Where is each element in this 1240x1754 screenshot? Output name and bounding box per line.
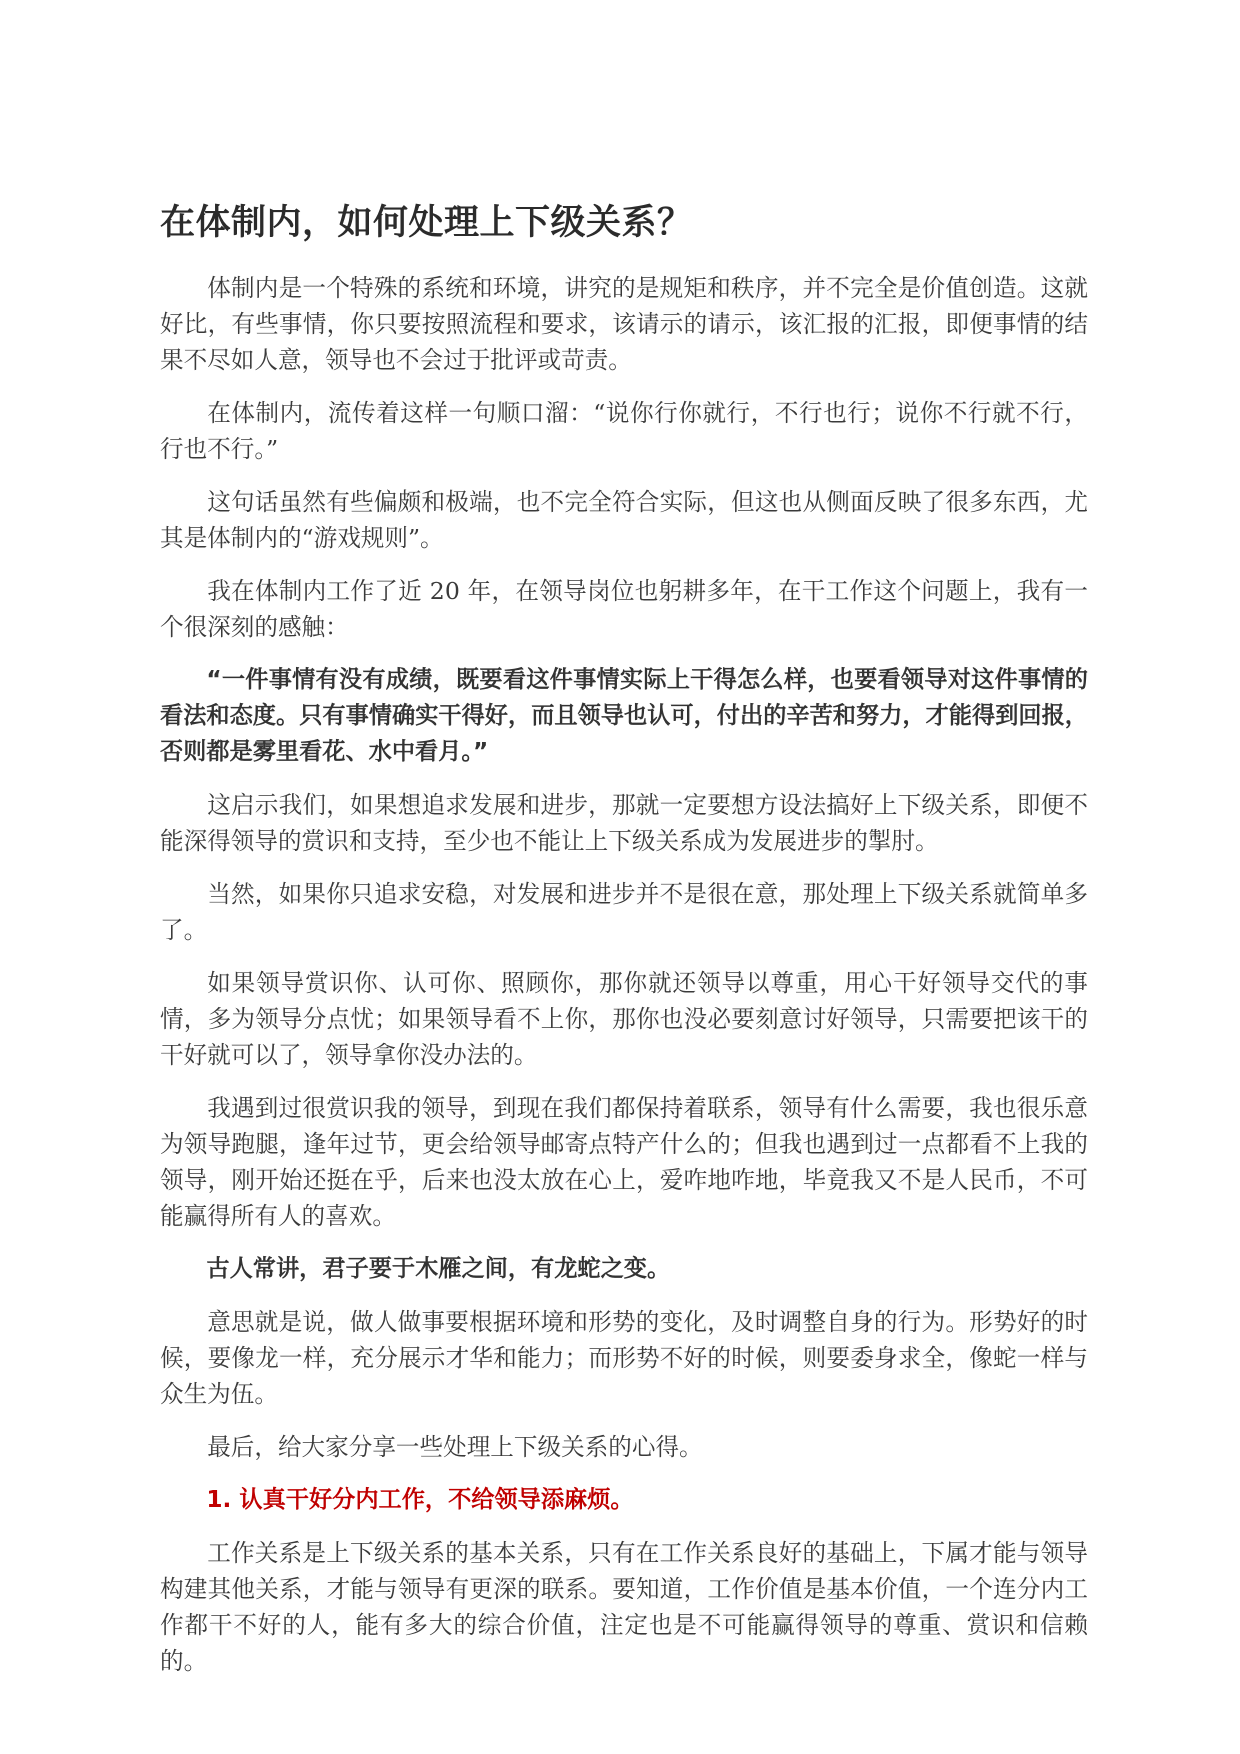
- document-title: 在体制内，如何处理上下级关系？: [160, 203, 693, 243]
- body-paragraph: 当然，如果你只追求安稳，对发展和进步并不是很在意，那处理上下级关系就简单多了。: [160, 880, 1088, 944]
- body-paragraph: 我在体制内工作了近 20 年，在领导岗位也躬耕多年，在干工作这个问题上，我有一个很深刻的感触：: [160, 577, 1088, 641]
- body-paragraph: 体制内是一个特殊的系统和环境，讲究的是规矩和秩序，并不完全是价值创造。这就好比，有些事情，你只要按照流程和要求，该请示的请示，该汇报的汇报，即便事情的结果不尽如人意，领导也不会过于批评或苛责。: [160, 274, 1088, 374]
- body-paragraph: 我遇到过很赏识我的领导，到现在我们都保持着联系，领导有什么需要，我也很乐意为领导跑腿，逢年过节，更会给领导邮寄点特产什么的；但我也遇到过一点都看不上我的领导，刚开始还挺在乎，后来也没太放在心上，爱咋地咋地，毕竟我又不是人民币，不可能赢得所有人的喜欢。: [160, 1094, 1088, 1230]
- body-paragraph: 最后，给大家分享一些处理上下级关系的心得。: [207, 1433, 703, 1461]
- document-page: [160, 198, 1088, 1696]
- bold-paragraph: “一件事情有没有成绩，既要看这件事情实际上干得怎么样，也要看领导对这件事情的看法和态度。只有事情确实干得好，而且领导也认可，付出的辛苦和努力，才能得到回报，否则都是雾里看花、水中看月。”: [160, 666, 1088, 765]
- body-paragraph: 这启示我们，如果想追求发展和进步，那就一定要想方设法搞好上下级关系，即便不能深得领导的赏识和支持，至少也不能让上下级关系成为发展进步的掣肘。: [160, 791, 1088, 855]
- body-paragraph: 这句话虽然有些偏颇和极端，也不完全符合实际，但这也从侧面反映了很多东西，尤其是体制内的“游戏规则”。: [160, 488, 1088, 552]
- section-heading: 1. 认真干好分内工作，不给领导添麻烦。: [206, 1486, 634, 1513]
- body-paragraph: 工作关系是上下级关系的基本关系，只有在工作关系良好的基础上，下属才能与领导构建其他关系，才能与领导有更深的联系。要知道，工作价值是基本价值，一个连分内工作都干不好的人，能有多大的综合价值，注定也是不可能赢得领导的尊重、赏识和信赖的。: [160, 1539, 1088, 1675]
- body-paragraph: 如果领导赏识你、认可你、照顾你，那你就还领导以尊重，用心干好领导交代的事情，多为领导分点忧；如果领导看不上你，那你也没必要刻意讨好领导，只需要把该干的干好就可以了，领导拿你没办法的。: [160, 969, 1088, 1069]
- bold-paragraph: 古人常讲，君子要于木雁之间，有龙蛇之变。: [206, 1255, 671, 1282]
- body-paragraph: 在体制内，流传着这样一句顺口溜：“说你行你就行，不行也行；说你不行就不行，行也不行。”: [160, 399, 1088, 463]
- body-paragraph: 意思就是说，做人做事要根据环境和形势的变化，及时调整自身的行为。形势好的时候，要像龙一样，充分展示才华和能力；而形势不好的时候，则要委身求全，像蛇一样与众生为伍。: [160, 1308, 1088, 1408]
- document-body: [160, 270, 1088, 1679]
